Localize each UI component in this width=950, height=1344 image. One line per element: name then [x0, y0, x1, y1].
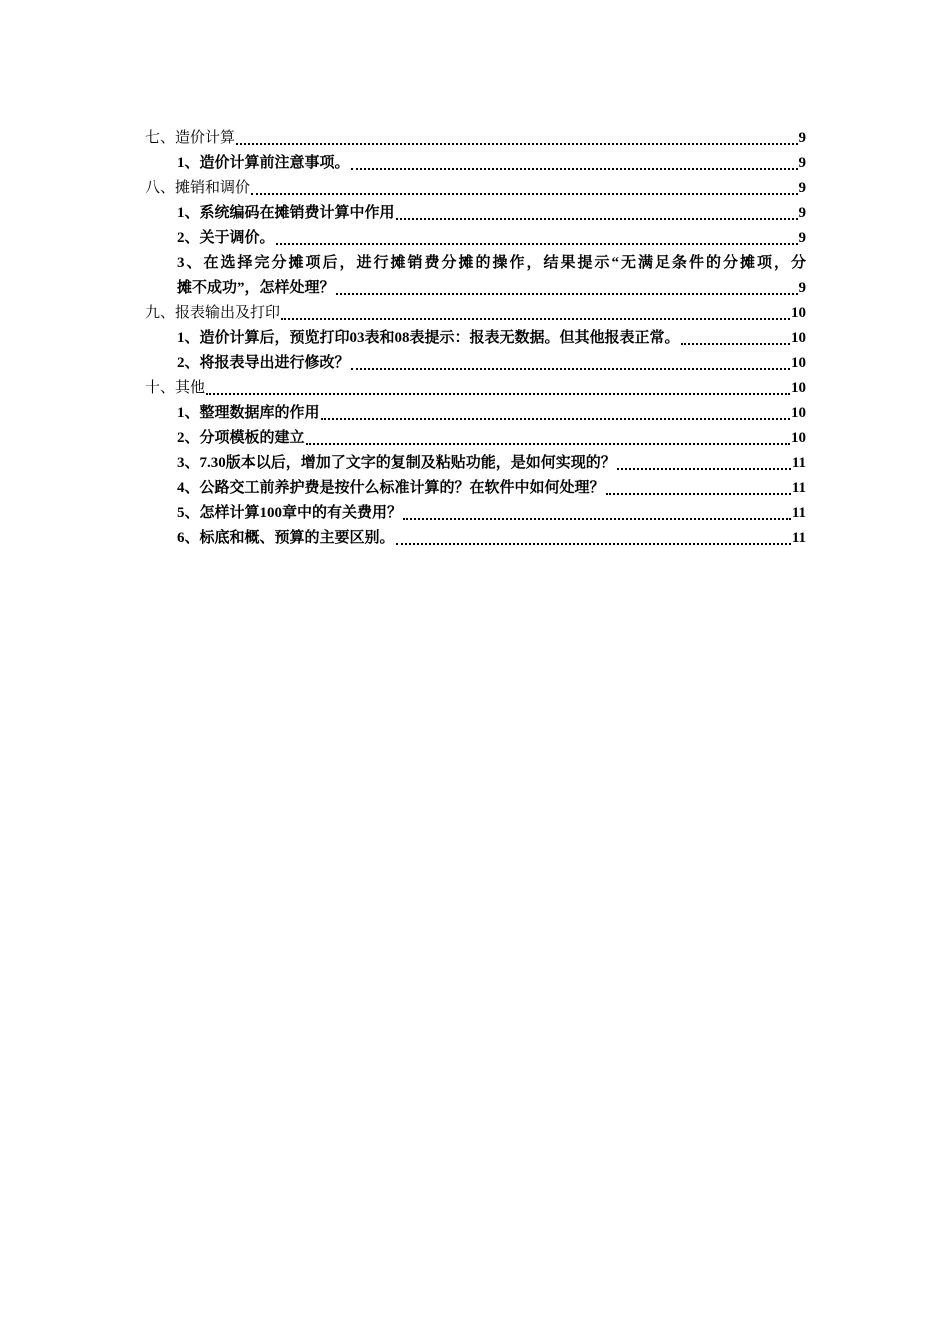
dot-leader [681, 343, 790, 345]
toc-page-number: 11 [791, 505, 806, 521]
toc-page-number: 11 [791, 480, 806, 496]
dot-leader [351, 368, 790, 370]
dot-leader [351, 168, 798, 170]
dot-leader [396, 218, 798, 220]
toc-entry[interactable] [145, 151, 806, 176]
toc-page-number: 10 [791, 430, 806, 446]
toc-page-number: 10 [791, 330, 806, 346]
toc-entry[interactable] [145, 526, 806, 551]
toc-entry-label: 七、造价计算 [145, 130, 236, 146]
toc-entry[interactable] [145, 376, 806, 401]
toc-page-number: 11 [791, 530, 806, 546]
toc-page-number: 9 [798, 280, 806, 296]
toc-entry-label: 八、摊销和调价 [145, 180, 251, 196]
toc-entry-label-line1: 3、在选择完分摊项后，进行摊销费分摊的操作，结果提示“无满足条件的分摊项，分 [177, 255, 806, 271]
dot-leader [403, 518, 791, 520]
toc-entry[interactable] [145, 426, 806, 451]
toc-entry[interactable] [145, 126, 806, 151]
toc-entry[interactable] [145, 326, 806, 351]
dot-leader [206, 393, 790, 395]
toc-entry-label: 4、公路交工前养护费是按什么标准计算的？在软件中如何处理？ [177, 480, 605, 496]
toc-page-number: 9 [798, 155, 806, 171]
dot-leader [321, 418, 790, 420]
toc-entry[interactable] [145, 251, 806, 301]
dot-leader [306, 443, 790, 445]
toc-page-number: 9 [798, 205, 806, 221]
toc-entry[interactable] [145, 451, 806, 476]
toc-page-number: 9 [798, 230, 806, 246]
toc-entry-label: 1、整理数据库的作用 [177, 405, 320, 421]
table-of-contents [145, 126, 806, 551]
toc-entry[interactable] [145, 501, 806, 526]
dot-leader [236, 143, 797, 145]
dot-leader [606, 493, 791, 495]
toc-entry[interactable] [145, 176, 806, 201]
toc-entry-label: 1、造价计算前注意事项。 [177, 155, 350, 171]
dot-leader [276, 243, 798, 245]
toc-entry-label: 1、造价计算后，预览打印03表和08表提示：报表无数据。但其他报表正常。 [177, 330, 680, 346]
toc-entry[interactable] [145, 201, 806, 226]
toc-page-number: 11 [791, 455, 806, 471]
toc-page-number: 10 [791, 355, 806, 371]
dot-leader [251, 193, 797, 195]
toc-entry[interactable] [145, 476, 806, 501]
toc-entry-label: 6、标底和概、预算的主要区别。 [177, 530, 395, 546]
toc-entry-label: 2、分项模板的建立 [177, 430, 305, 446]
toc-entry[interactable] [145, 301, 806, 326]
toc-page-number: 10 [791, 405, 806, 421]
toc-entry[interactable] [145, 226, 806, 251]
toc-entry-label: 5、怎样计算100章中的有关费用？ [177, 505, 403, 521]
toc-entry-label: 1、系统编码在摊销费计算中作用 [177, 205, 395, 221]
toc-page-number: 9 [798, 180, 806, 196]
toc-page-number: 10 [791, 380, 806, 396]
toc-entry-label-line2: 摊不成功”，怎样处理？ [177, 280, 335, 296]
toc-page-number: 9 [798, 130, 806, 146]
dot-leader [396, 543, 791, 545]
dot-leader [617, 468, 791, 470]
dot-leader [336, 293, 798, 295]
dot-leader [281, 318, 790, 320]
toc-entry-label: 2、关于调价。 [177, 230, 275, 246]
toc-entry-label: 九、报表输出及打印 [145, 305, 281, 321]
toc-page-number: 10 [791, 305, 806, 321]
toc-entry-label: 3、7.30版本以后，增加了文字的复制及粘贴功能，是如何实现的？ [177, 455, 616, 471]
toc-entry[interactable] [145, 351, 806, 376]
toc-entry-label: 2、将报表导出进行修改？ [177, 355, 350, 371]
toc-entry-label: 十、其他 [145, 380, 206, 396]
toc-entry[interactable] [145, 401, 806, 426]
